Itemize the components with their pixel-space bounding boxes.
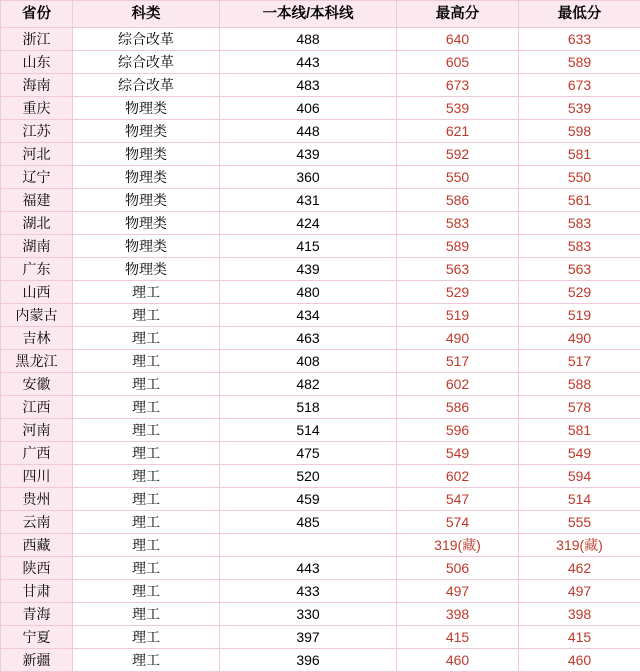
cell-max-score: 586 [397, 396, 519, 419]
table-row [1, 603, 640, 626]
cell-min-score: 497 [519, 580, 640, 603]
cell-min-score: 561 [519, 189, 640, 212]
table-row [1, 143, 640, 166]
cell-line: 434 [220, 304, 397, 327]
cell-category: 物理类 [73, 212, 220, 235]
cell-province: 云南 [1, 511, 73, 534]
cell-max-score: 592 [397, 143, 519, 166]
cell-category: 综合改革 [73, 74, 220, 97]
cell-category: 理工 [73, 626, 220, 649]
cell-max-score: 574 [397, 511, 519, 534]
cell-max-score: 319(藏) [397, 534, 519, 557]
cell-min-score: 563 [519, 258, 640, 281]
cell-max-score: 605 [397, 51, 519, 74]
table-row [1, 166, 640, 189]
cell-category: 物理类 [73, 143, 220, 166]
cell-max-score: 547 [397, 488, 519, 511]
table-row [1, 488, 640, 511]
cell-min-score: 578 [519, 396, 640, 419]
table-row [1, 350, 640, 373]
column-header-category: 科类 [73, 1, 220, 28]
cell-max-score: 563 [397, 258, 519, 281]
table-row [1, 74, 640, 97]
cell-province: 甘肃 [1, 580, 73, 603]
cell-province: 四川 [1, 465, 73, 488]
cell-max-score: 490 [397, 327, 519, 350]
table-body [1, 28, 640, 672]
cell-min-score: 633 [519, 28, 640, 51]
cell-max-score: 596 [397, 419, 519, 442]
cell-province: 江西 [1, 396, 73, 419]
cell-max-score: 519 [397, 304, 519, 327]
cell-max-score: 549 [397, 442, 519, 465]
table-row [1, 557, 640, 580]
table-row [1, 235, 640, 258]
cell-category: 理工 [73, 649, 220, 672]
cell-max-score: 506 [397, 557, 519, 580]
cell-province: 河南 [1, 419, 73, 442]
cell-category: 物理类 [73, 166, 220, 189]
cell-line: 415 [220, 235, 397, 258]
cell-category: 物理类 [73, 235, 220, 258]
table-row [1, 419, 640, 442]
cell-min-score: 581 [519, 419, 640, 442]
cell-line: 520 [220, 465, 397, 488]
cell-province: 湖北 [1, 212, 73, 235]
cell-line: 443 [220, 51, 397, 74]
table-row [1, 396, 640, 419]
cell-min-score: 598 [519, 120, 640, 143]
cell-category: 理工 [73, 419, 220, 442]
cell-province: 宁夏 [1, 626, 73, 649]
cell-line: 424 [220, 212, 397, 235]
column-header-province: 省份 [1, 1, 73, 28]
cell-min-score: 549 [519, 442, 640, 465]
cell-category: 物理类 [73, 258, 220, 281]
cell-min-score: 529 [519, 281, 640, 304]
cell-category: 理工 [73, 442, 220, 465]
table-row [1, 649, 640, 672]
cell-province: 黑龙江 [1, 350, 73, 373]
cell-category: 理工 [73, 350, 220, 373]
cell-category: 物理类 [73, 189, 220, 212]
cell-line: 330 [220, 603, 397, 626]
cell-category: 物理类 [73, 97, 220, 120]
cell-max-score: 497 [397, 580, 519, 603]
cell-category: 理工 [73, 373, 220, 396]
cell-line: 360 [220, 166, 397, 189]
cell-province: 青海 [1, 603, 73, 626]
cell-category: 理工 [73, 511, 220, 534]
cell-line: 396 [220, 649, 397, 672]
table-row [1, 212, 640, 235]
cell-min-score: 555 [519, 511, 640, 534]
cell-line: 439 [220, 258, 397, 281]
cell-line: 408 [220, 350, 397, 373]
cell-category: 综合改革 [73, 28, 220, 51]
table-row [1, 28, 640, 51]
cell-category: 理工 [73, 488, 220, 511]
cell-min-score: 594 [519, 465, 640, 488]
table-row [1, 258, 640, 281]
cell-line: 475 [220, 442, 397, 465]
table-row [1, 465, 640, 488]
cell-line: 463 [220, 327, 397, 350]
table-header [1, 1, 640, 28]
table-header-row [1, 1, 640, 28]
cell-line: 433 [220, 580, 397, 603]
cell-province: 广东 [1, 258, 73, 281]
cell-category: 综合改革 [73, 51, 220, 74]
cell-province: 吉林 [1, 327, 73, 350]
cell-line: 482 [220, 373, 397, 396]
cell-category: 理工 [73, 557, 220, 580]
cell-min-score: 319(藏) [519, 534, 640, 557]
cell-line: 514 [220, 419, 397, 442]
table-row [1, 626, 640, 649]
cell-max-score: 550 [397, 166, 519, 189]
table-row [1, 189, 640, 212]
cell-line: 439 [220, 143, 397, 166]
cell-category: 理工 [73, 465, 220, 488]
cell-max-score: 602 [397, 373, 519, 396]
cell-min-score: 415 [519, 626, 640, 649]
cell-category: 物理类 [73, 120, 220, 143]
cell-min-score: 460 [519, 649, 640, 672]
cell-min-score: 581 [519, 143, 640, 166]
cell-max-score: 415 [397, 626, 519, 649]
table-row [1, 327, 640, 350]
table-row [1, 304, 640, 327]
cell-max-score: 673 [397, 74, 519, 97]
cell-max-score: 586 [397, 189, 519, 212]
cell-min-score: 583 [519, 212, 640, 235]
cell-province: 辽宁 [1, 166, 73, 189]
cell-line: 448 [220, 120, 397, 143]
cell-min-score: 490 [519, 327, 640, 350]
cell-province: 江苏 [1, 120, 73, 143]
cell-line: 397 [220, 626, 397, 649]
cell-line: 459 [220, 488, 397, 511]
cell-line: 485 [220, 511, 397, 534]
cell-province: 广西 [1, 442, 73, 465]
cell-province: 浙江 [1, 28, 73, 51]
cell-province: 西藏 [1, 534, 73, 557]
cell-category: 理工 [73, 580, 220, 603]
cell-category: 理工 [73, 327, 220, 350]
cell-province: 山东 [1, 51, 73, 74]
cell-line [220, 534, 397, 557]
cell-province: 山西 [1, 281, 73, 304]
cell-province: 新疆 [1, 649, 73, 672]
cell-line: 431 [220, 189, 397, 212]
cell-max-score: 602 [397, 465, 519, 488]
cell-category: 理工 [73, 396, 220, 419]
cell-min-score: 583 [519, 235, 640, 258]
table-row [1, 580, 640, 603]
cell-min-score: 550 [519, 166, 640, 189]
cell-min-score: 517 [519, 350, 640, 373]
cell-min-score: 519 [519, 304, 640, 327]
cell-max-score: 589 [397, 235, 519, 258]
table-row [1, 97, 640, 120]
cell-line: 480 [220, 281, 397, 304]
cell-min-score: 539 [519, 97, 640, 120]
cell-province: 贵州 [1, 488, 73, 511]
cell-max-score: 539 [397, 97, 519, 120]
cell-max-score: 398 [397, 603, 519, 626]
cell-min-score: 588 [519, 373, 640, 396]
table-row [1, 534, 640, 557]
cell-min-score: 514 [519, 488, 640, 511]
cell-province: 海南 [1, 74, 73, 97]
cell-line: 483 [220, 74, 397, 97]
cell-category: 理工 [73, 281, 220, 304]
cell-min-score: 673 [519, 74, 640, 97]
cell-max-score: 517 [397, 350, 519, 373]
table-row [1, 51, 640, 74]
cell-province: 安徽 [1, 373, 73, 396]
table-row [1, 442, 640, 465]
cell-max-score: 460 [397, 649, 519, 672]
table-row [1, 373, 640, 396]
column-header-line: 一本线/本科线 [220, 1, 397, 28]
cell-max-score: 621 [397, 120, 519, 143]
cell-min-score: 462 [519, 557, 640, 580]
cell-province: 内蒙古 [1, 304, 73, 327]
column-header-min-score: 最低分 [519, 1, 640, 28]
cell-min-score: 589 [519, 51, 640, 74]
table-row [1, 511, 640, 534]
cell-line: 406 [220, 97, 397, 120]
cell-line: 518 [220, 396, 397, 419]
cell-province: 福建 [1, 189, 73, 212]
cell-max-score: 640 [397, 28, 519, 51]
cell-province: 重庆 [1, 97, 73, 120]
cell-category: 理工 [73, 304, 220, 327]
cell-max-score: 529 [397, 281, 519, 304]
cell-category: 理工 [73, 603, 220, 626]
cell-min-score: 398 [519, 603, 640, 626]
cell-category: 理工 [73, 534, 220, 557]
cell-line: 488 [220, 28, 397, 51]
cell-province: 陕西 [1, 557, 73, 580]
cell-max-score: 583 [397, 212, 519, 235]
cell-province: 湖南 [1, 235, 73, 258]
table-row [1, 120, 640, 143]
column-header-max-score: 最高分 [397, 1, 519, 28]
cell-line: 443 [220, 557, 397, 580]
table-row [1, 281, 640, 304]
cell-province: 河北 [1, 143, 73, 166]
